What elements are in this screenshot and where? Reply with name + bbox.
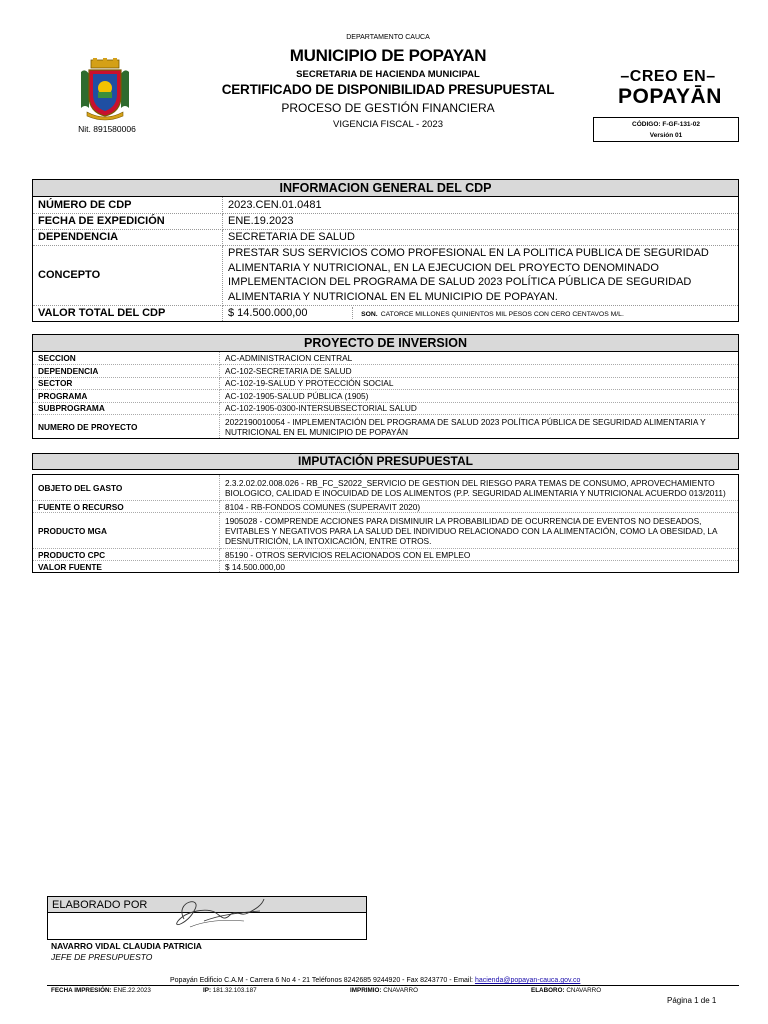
document-code: CÓDIGO: F-GF-131-02 bbox=[632, 121, 700, 128]
ip-info bbox=[203, 987, 257, 994]
son-text: CATORCE MILLONES QUINIENTOS MIL PESOS CON CERO CENTAVOS M/L. bbox=[380, 311, 624, 318]
row-value: $ 14.500.000,00 bbox=[220, 561, 739, 573]
table-row bbox=[33, 352, 739, 365]
document-code-box bbox=[593, 117, 739, 142]
coat-of-arms-logo bbox=[79, 58, 131, 122]
row-value: 2023.CEN.01.0481 bbox=[223, 197, 739, 213]
table-row bbox=[33, 475, 739, 501]
table-row bbox=[33, 213, 739, 229]
row-value: AC-ADMINISTRACION CENTRAL bbox=[220, 352, 739, 365]
row-value: AC-102-1905-SALUD PÚBLICA (1905) bbox=[220, 390, 739, 403]
table-row bbox=[33, 197, 739, 213]
signature-box-title: ELABORADO POR bbox=[48, 897, 366, 913]
signer-name: NAVARRO VIDAL CLAUDIA PATRICIA bbox=[51, 941, 202, 951]
row-value: PRESTAR SUS SERVICIOS COMO PROFESIONAL EN LA POLITICA PUBLICA DE SEGURIDAD ALIMENTARIA Y NUTRICIONAL, EN LA EJECUCION DEL PROYECTO DENOMINADO IMPLEMENTACION DEL PROGRAMA DE SALUD 2023 POLÍTICA PÚBLICA DE SEGURIDAD ALIMENTARIA Y NUTRICIONAL EN EL MUNICIPIO DE POPAYAN. bbox=[223, 245, 739, 305]
made-label: ELABORO: bbox=[531, 987, 565, 994]
row-label: SECCION bbox=[33, 352, 220, 365]
nit-number: Nit. 891580006 bbox=[78, 124, 136, 134]
table-row bbox=[33, 415, 739, 439]
row-value: ENE.19.2023 bbox=[223, 213, 739, 229]
secretariat-name: SECRETARIA DE HACIENDA MUNICIPAL bbox=[296, 69, 480, 80]
row-value: AC-102-1905-0300-INTERSUBSECTORIAL SALUD bbox=[220, 402, 739, 415]
son-label: SON. bbox=[361, 311, 378, 318]
print-date-label: FECHA IMPRESIÓN: bbox=[51, 987, 112, 994]
row-label: FECHA DE EXPEDICIÓN bbox=[33, 213, 223, 229]
row-label: OBJETO DEL GASTO bbox=[33, 475, 220, 501]
row-label: NÚMERO DE CDP bbox=[33, 197, 223, 213]
table-row bbox=[33, 365, 739, 378]
print-date-value: ENE.22.2023 bbox=[113, 987, 151, 994]
row-value: 2022190010054 - IMPLEMENTACIÓN DEL PROGRAMA DE SALUD 2023 POLÍTICA PÚBLICA DE SEGURIDAD ALIMENTARIA Y NUTRICIONAL EN EL MUNICIPIO DE POPAYÁN bbox=[220, 415, 739, 439]
footer-divider bbox=[47, 985, 739, 986]
made-by bbox=[531, 987, 601, 994]
table-row bbox=[33, 513, 739, 549]
printed-label: IMPRIMIO: bbox=[350, 987, 382, 994]
signature-box bbox=[47, 896, 367, 940]
table-row bbox=[33, 229, 739, 245]
table-row bbox=[33, 402, 739, 415]
table-row bbox=[33, 549, 739, 561]
row-value: 2.3.2.02.02.008.026 - RB_FC_S2022_SERVICIO DE GESTION DEL RIESGO PARA TEMAS DE CONSUMO, APROVECHAMIENTO BIOLOGICO, CALIDAD E INOCUIDAD DE LOS ALIMENTOS (P.P. SEGURIDAD ALIMENTARIA Y NUTRICIONAL ACUERDO 013/2011) bbox=[220, 475, 739, 501]
row-value: 8104 - RB-FONDOS COMUNES (SUPERAVIT 2020) bbox=[220, 501, 739, 513]
budget-imputation-table bbox=[32, 474, 739, 573]
row-value: AC-102-19-SALUD Y PROTECCIÓN SOCIAL bbox=[220, 377, 739, 390]
table-row bbox=[33, 377, 739, 390]
row-label: SECTOR bbox=[33, 377, 220, 390]
row-label: CONCEPTO bbox=[33, 245, 223, 305]
address-text: Popayán Edificio C.A.M - Carrera 6 No 4 - 21 Teléfonos 8242685 9244920 - Fax 8243770 - Email: bbox=[170, 977, 475, 984]
total-label: VALOR TOTAL DEL CDP bbox=[33, 305, 223, 321]
brand-line-2: POPAYĀN bbox=[618, 85, 722, 108]
table-row bbox=[33, 305, 739, 321]
row-value: 85190 - OTROS SERVICIOS RELACIONADOS CON EL EMPLEO bbox=[220, 549, 739, 561]
row-label: FUENTE O RECURSO bbox=[33, 501, 220, 513]
process-name: PROCESO DE GESTIÓN FINANCIERA bbox=[281, 101, 495, 115]
row-value: SECRETARIA DE SALUD bbox=[223, 229, 739, 245]
brand-line-1: –CREO EN– bbox=[620, 68, 716, 85]
budget-imputation-title: IMPUTACIÓN PRESUPUESTAL bbox=[32, 453, 739, 470]
row-value: AC-102-SECRETARIA DE SALUD bbox=[220, 365, 739, 378]
ip-label: IP: bbox=[203, 987, 212, 994]
handwritten-signature bbox=[164, 891, 274, 935]
municipality-name: MUNICIPIO DE POPAYAN bbox=[289, 46, 487, 65]
table-row bbox=[33, 390, 739, 403]
table-row bbox=[33, 501, 739, 513]
row-value: 1905028 - COMPRENDE ACCIONES PARA DISMINUIR LA PROBABILIDAD DE OCURRENCIA DE EVENTOS NO DESEADOS, EVITABLES Y NEGATIVOS PARA LA SALUD DEL INDIVIDUO RELACIONADO CON LA ALIMENTACIÓN, COMO LA OBESIDAD, LA DESNUTRICIÓN, LA INTOXICACIÓN, ENTRE OTROS. bbox=[220, 513, 739, 549]
table-row bbox=[33, 245, 739, 305]
general-info-title: INFORMACION GENERAL DEL CDP bbox=[32, 179, 739, 197]
certificate-title: CERTIFICADO DE DISPONIBILIDAD PRESUPUESTAL bbox=[221, 82, 555, 97]
row-label: PROGRAMA bbox=[33, 390, 220, 403]
department-name: DEPARTAMENTO CAUCA bbox=[346, 34, 430, 41]
printed-by bbox=[350, 987, 418, 994]
row-label: DEPENDENCIA bbox=[33, 365, 220, 378]
footer-address bbox=[170, 977, 580, 984]
document-version: Versión 01 bbox=[649, 132, 683, 139]
total-value: $ 14.500.000,00 bbox=[228, 307, 353, 319]
made-value: CNAVARRO bbox=[566, 987, 602, 994]
ip-value: 181.32.103.187 bbox=[212, 987, 257, 994]
row-label: PRODUCTO MGA bbox=[33, 513, 220, 549]
investment-project-title: PROYECTO DE INVERSION bbox=[32, 334, 739, 352]
row-label: DEPENDENCIA bbox=[33, 229, 223, 245]
page-number: Página 1 de 1 bbox=[667, 996, 717, 1005]
general-info-table bbox=[32, 197, 739, 322]
table-row bbox=[33, 561, 739, 573]
fiscal-year: VIGENCIA FISCAL - 2023 bbox=[333, 119, 443, 130]
printed-value: CNAVARRO bbox=[383, 987, 418, 994]
creo-en-popayan-logo bbox=[618, 68, 722, 108]
print-date bbox=[51, 987, 151, 994]
row-label: SUBPROGRAMA bbox=[33, 402, 220, 415]
signer-role: JEFE DE PRESUPUESTO bbox=[51, 952, 153, 962]
row-label: VALOR FUENTE bbox=[33, 561, 220, 573]
row-label: PRODUCTO CPC bbox=[33, 549, 220, 561]
investment-project-table bbox=[32, 352, 739, 439]
email-link[interactable]: hacienda@popayan-cauca.gov.co bbox=[474, 977, 581, 984]
row-label: NUMERO DE PROYECTO bbox=[33, 415, 220, 439]
